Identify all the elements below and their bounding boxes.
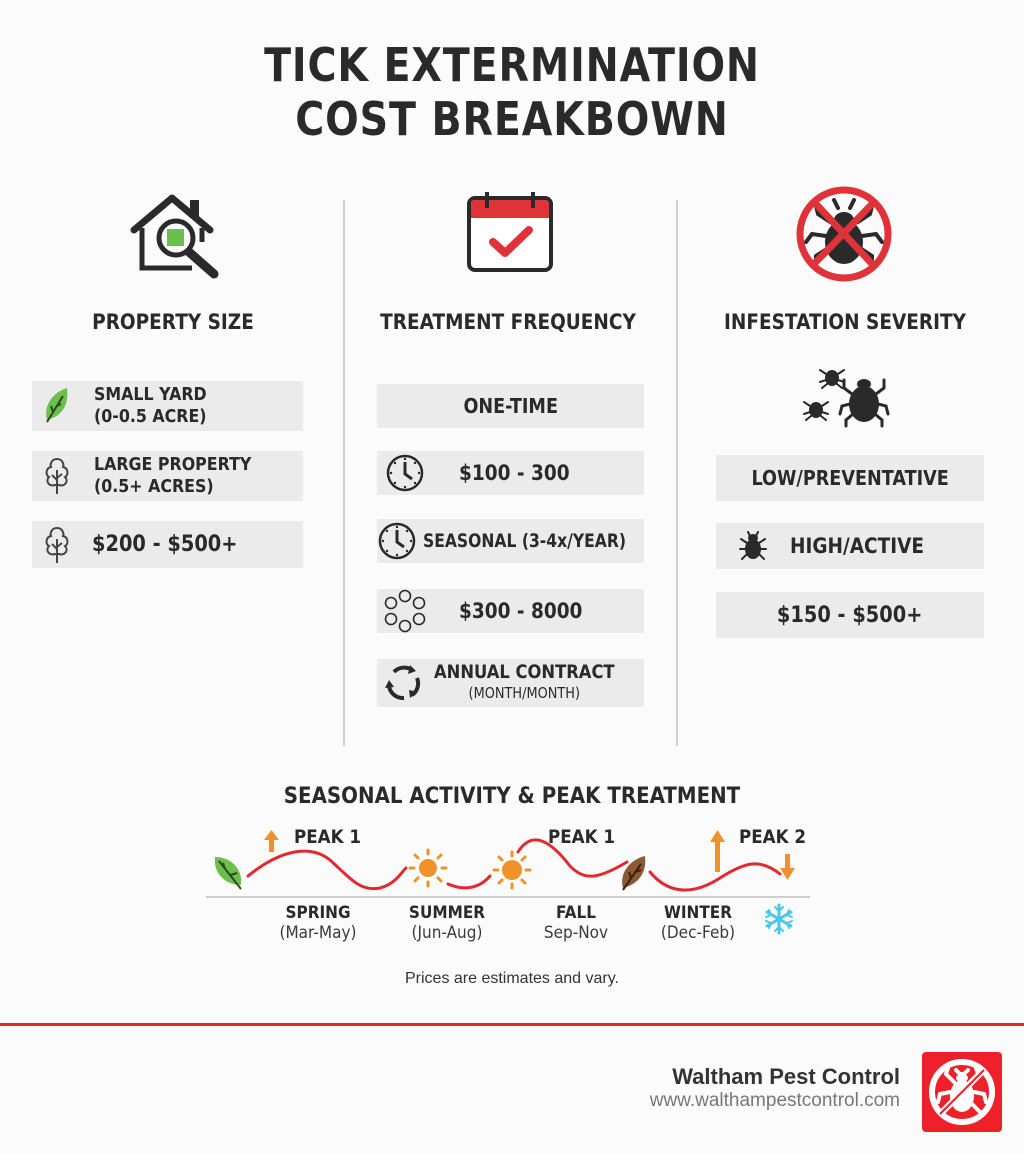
house-magnifier-icon — [124, 190, 224, 280]
item-label: SMALL YARD — [94, 384, 207, 405]
season-name: FALL — [555, 903, 597, 923]
peak-label-winter: PEAK 2 — [739, 826, 807, 848]
peak-label-spring: PEAK 1 — [294, 826, 362, 848]
green-leaf-icon — [32, 386, 82, 426]
price-range: $150 - $500+ — [777, 602, 923, 628]
item-label: SEASONAL (3-4x/YEAR) — [423, 530, 626, 552]
page-title — [72, 38, 953, 146]
frequency-item-seasonal — [377, 519, 644, 563]
tree-outline-icon — [32, 456, 82, 496]
season-winter — [633, 903, 763, 943]
season-name: SPRING — [285, 903, 351, 923]
item-label: LARGE PROPERTY — [94, 454, 252, 475]
title-line-1: TICK EXTERMINATION — [264, 38, 760, 92]
price-disclaimer: Prices are estimates and vary. — [404, 970, 619, 987]
peak-label-fall: PEAK 1 — [548, 826, 616, 848]
item-sublabel: (0-0.5 ACRE) — [94, 406, 207, 427]
season-range: (Dec-Feb) — [660, 923, 736, 943]
item-sublabel: (0.5+ ACRES) — [94, 476, 214, 497]
calendar-check-icon — [464, 190, 556, 274]
sun-icon — [408, 848, 448, 888]
price-range: $100 - 300 — [459, 461, 570, 485]
column-divider — [676, 200, 678, 746]
season-range: (Mar-May) — [279, 923, 357, 943]
season-name: WINTER — [663, 903, 733, 923]
cycle-arrows-icon — [377, 662, 428, 704]
frequency-item-annual-contract — [377, 659, 644, 707]
tick-icon — [716, 531, 790, 561]
item-label: LOW/PREVENTATIVE — [751, 466, 949, 490]
clock-icon — [377, 453, 433, 493]
brown-leaf-icon — [618, 852, 650, 892]
item-label: HIGH/ACTIVE — [790, 534, 925, 558]
season-fall — [511, 903, 641, 943]
brand-name: Waltham Pest Control — [672, 1064, 900, 1089]
item-label: ONE-TIME — [463, 394, 558, 418]
season-name: SUMMER — [408, 903, 486, 923]
snowflake-icon — [762, 902, 796, 936]
column-heading-property-size: PROPERTY SIZE — [92, 310, 254, 334]
tree-outline-icon — [32, 525, 82, 565]
title-line-2: COST BREAKBOWN — [295, 92, 729, 146]
clock-cluster-icon — [377, 589, 433, 633]
season-range: Sep-Nov — [543, 923, 609, 943]
seasonal-section-title: SEASONAL ACTIVITY & PEAK TREATMENT — [283, 784, 741, 809]
brand-url[interactable]: www.walthampestcontrol.com — [649, 1090, 900, 1111]
sun-icon — [492, 850, 532, 890]
frequency-item-one-time — [377, 384, 644, 428]
property-item-large-property — [32, 451, 303, 501]
column-heading-infestation-severity: INFESTATION SEVERITY — [724, 310, 966, 334]
tick-group-icon — [798, 362, 898, 428]
frequency-item-one-time-price — [377, 451, 644, 495]
price-range: $200 - $500+ — [92, 532, 238, 557]
column-divider — [343, 200, 345, 746]
item-sublabel: (MONTH/MONTH) — [468, 684, 581, 702]
severity-item-price — [716, 592, 984, 638]
clock-icon — [377, 521, 417, 561]
green-leaf-icon — [210, 848, 246, 892]
season-spring — [253, 903, 383, 943]
column-heading-treatment-frequency: TREATMENT FREQUENCY — [380, 310, 636, 334]
no-bug-logo-icon — [922, 1052, 1002, 1132]
severity-item-low — [716, 455, 984, 501]
severity-item-high — [716, 523, 984, 569]
frequency-item-seasonal-price — [377, 589, 644, 633]
price-range: $300 - 8000 — [459, 599, 583, 623]
season-range: (Jun-Aug) — [411, 923, 483, 943]
item-label: ANNUAL CONTRACT — [434, 661, 615, 683]
footer-divider — [0, 1023, 1024, 1026]
property-item-small-yard — [32, 381, 303, 431]
property-item-price — [32, 521, 303, 568]
no-tick-icon — [794, 184, 894, 284]
season-summer — [382, 903, 512, 943]
